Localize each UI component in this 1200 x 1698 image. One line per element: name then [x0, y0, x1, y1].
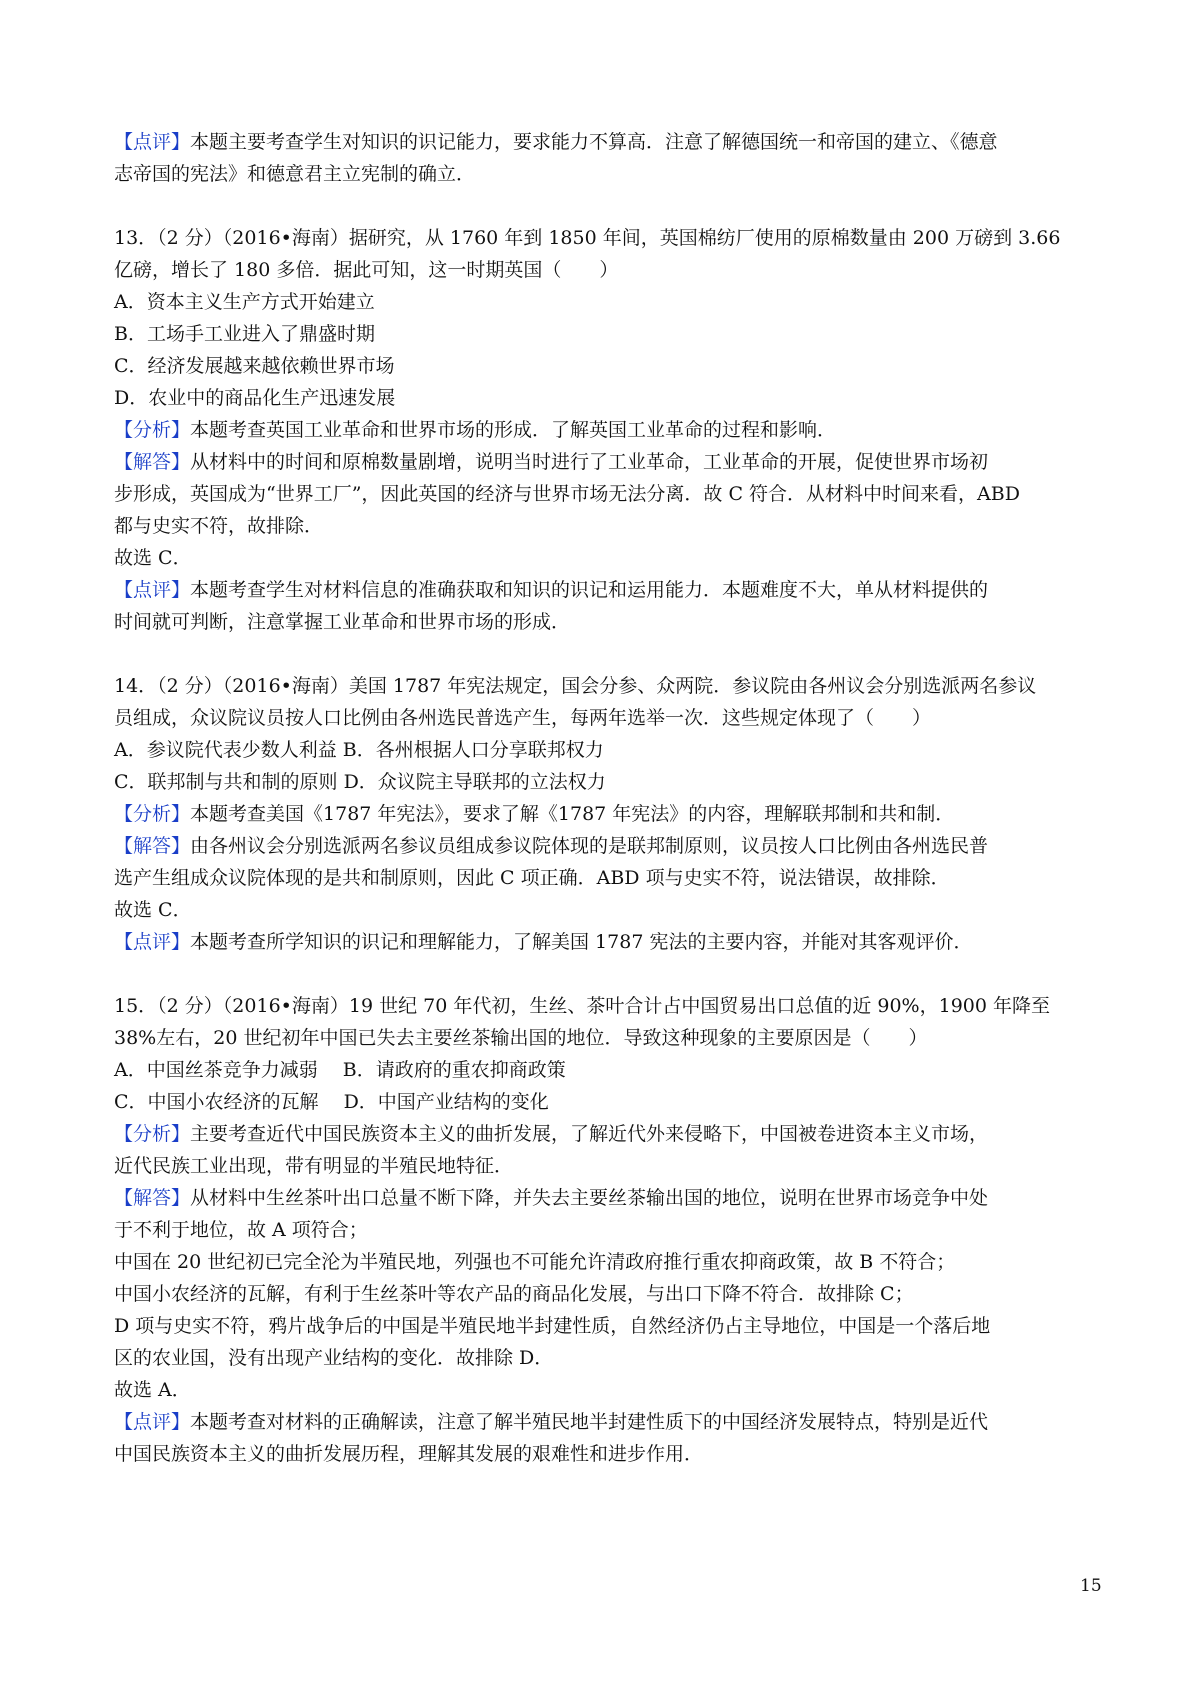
document-body	[114, 126, 1098, 1470]
text-line: A．资本主义生产方式开始建立	[114, 291, 375, 313]
text-line: D．农业中的商品化生产迅速发展	[114, 387, 396, 409]
section-tag: 【分析】	[114, 803, 191, 825]
line-text: 本题考查英国工业革命和世界市场的形成．了解英国工业革命的过程和影响．	[190, 419, 837, 441]
section-tag: 【解答】	[114, 1187, 191, 1209]
section-tag: 【分析】	[114, 1123, 191, 1145]
text-line: 近代民族工业出现，带有明显的半殖民地特征．	[114, 1155, 514, 1177]
text-line: 亿磅，增长了 180 多倍．据此可知，这一时期英国（ ）	[114, 259, 619, 281]
text-line: 13．（2 分）（2016•海南）据研究，从 1760 年到 1850 年间，英国棉纺厂使用的原棉数量由 200 万磅到 3.66	[114, 227, 1061, 249]
text-line: 于不利于地位，故 A 项符合；	[114, 1219, 368, 1241]
text-line: B．工场手工业进入了鼎盛时期	[114, 323, 375, 345]
text-line: A．参议院代表少数人利益 B．各州根据人口分享联邦权力	[114, 739, 604, 761]
paragraph-gap	[114, 958, 1098, 990]
text-line: 时间就可判断，注意掌握工业革命和世界市场的形成．	[114, 611, 571, 633]
text-line: 员组成，众议院议员按人口比例由各州选民普选产生，每两年选举一次．这些规定体现了（ ）	[114, 707, 932, 729]
text-line: 中国民族资本主义的曲折发展历程，理解其发展的艰难性和进步作用．	[114, 1443, 704, 1465]
annotated-line	[114, 574, 1098, 606]
text-line: 选产生组成众议院体现的是共和制原则，因此 C 项正确．ABD 项与史实不符，说法错误，故排除．	[114, 867, 950, 889]
line-text: 从材料中的时间和原棉数量剧增，说明当时进行了工业革命，工业革命的开展，促使世界市场初	[190, 451, 989, 473]
line-text: 从材料中生丝茶叶出口总量不断下降，并失去主要丝茶输出国的地位，说明在世界市场竞争中处	[190, 1187, 989, 1209]
text-line: C．中国小农经济的瓦解 D．中国产业结构的变化	[114, 1091, 549, 1113]
text-line: 中国小农经济的瓦解，有利于生丝茶叶等农产品的商品化发展，与出口下降不符合．故排除 C；	[114, 1283, 914, 1305]
text-line: 故选 C．	[114, 899, 192, 921]
annotated-line	[114, 1182, 1098, 1214]
section-tag: 【点评】	[114, 1411, 191, 1433]
section-tag: 【分析】	[114, 419, 191, 441]
annotated-line	[114, 1406, 1098, 1438]
section-tag: 【点评】	[114, 931, 191, 953]
text-line: A．中国丝茶竞争力减弱 B．请政府的重农抑商政策	[114, 1059, 566, 1081]
paragraph-gap	[114, 190, 1098, 222]
line-text: 主要考查近代中国民族资本主义的曲折发展，了解近代外来侵略下，中国被卷进资本主义市场，	[190, 1123, 989, 1145]
text-line: 区的农业国，没有出现产业结构的变化．故排除 D．	[114, 1347, 554, 1369]
paragraph-gap	[114, 638, 1098, 670]
text-line: 中国在 20 世纪初已完全沦为半殖民地，列强也不可能允许清政府推行重农抑商政策，故 B 不符合；	[114, 1251, 956, 1273]
line-text: 本题考查美国《1787 年宪法》，要求了解《1787 年宪法》的内容，理解联邦制和共和制．	[190, 803, 955, 825]
text-line: 步形成，英国成为“世界工厂”，因此英国的经济与世界市场无法分离．故 C 符合．从材料中时间来看，ABD	[114, 483, 1020, 505]
text-line: C．联邦制与共和制的原则 D．众议院主导联邦的立法权力	[114, 771, 606, 793]
section-tag: 【点评】	[114, 131, 191, 153]
line-text: 本题考查对材料的正确解读，注意了解半殖民地半封建性质下的中国经济发展特点，特别是近代	[190, 1411, 989, 1433]
section-tag: 【解答】	[114, 835, 191, 857]
text-line: 15．（2 分）（2016•海南）19 世纪 70 年代初，生丝、茶叶合计占中国贸易出口总值的近 90%，1900 年降至	[114, 995, 1051, 1017]
section-tag: 【点评】	[114, 579, 191, 601]
page-number: 15	[1080, 1576, 1102, 1596]
annotated-line	[114, 126, 1098, 158]
text-line: 都与史实不符，故排除．	[114, 515, 324, 537]
section-tag: 【解答】	[114, 451, 191, 473]
annotated-line	[114, 798, 1098, 830]
line-text: 由各州议会分别选派两名参议员组成参议院体现的是联邦制原则，议员按人口比例由各州选民普	[190, 835, 989, 857]
annotated-line	[114, 926, 1098, 958]
text-line: 志帝国的宪法》和德意君主立宪制的确立．	[114, 163, 476, 185]
text-line: 故选 A．	[114, 1379, 191, 1401]
text-line: C．经济发展越来越依赖世界市场	[114, 355, 395, 377]
text-line: 14．（2 分）（2016•海南）美国 1787 年宪法规定，国会分参、众两院．参议院由各州议会分别选派两名参议	[114, 675, 1037, 697]
line-text: 本题考查学生对材料信息的准确获取和知识的识记和运用能力．本题难度不大，单从材料提供的	[190, 579, 989, 601]
text-line: 38%左右，20 世纪初年中国已失去主要丝茶输出国的地位．导致这种现象的主要原因是（ ）	[114, 1027, 928, 1049]
text-line: D 项与史实不符，鸦片战争后的中国是半殖民地半封建性质，自然经济仍占主导地位，中国是一个落后地	[114, 1315, 991, 1337]
line-text: 本题主要考查学生对知识的识记能力，要求能力不算高．注意了解德国统一和帝国的建立、《德意	[190, 131, 998, 153]
text-line: 故选 C．	[114, 547, 192, 569]
annotated-line	[114, 414, 1098, 446]
annotated-line	[114, 830, 1098, 862]
annotated-line	[114, 1118, 1098, 1150]
line-text: 本题考查所学知识的识记和理解能力，了解美国 1787 宪法的主要内容，并能对其客观评价．	[190, 931, 973, 953]
annotated-line	[114, 446, 1098, 478]
